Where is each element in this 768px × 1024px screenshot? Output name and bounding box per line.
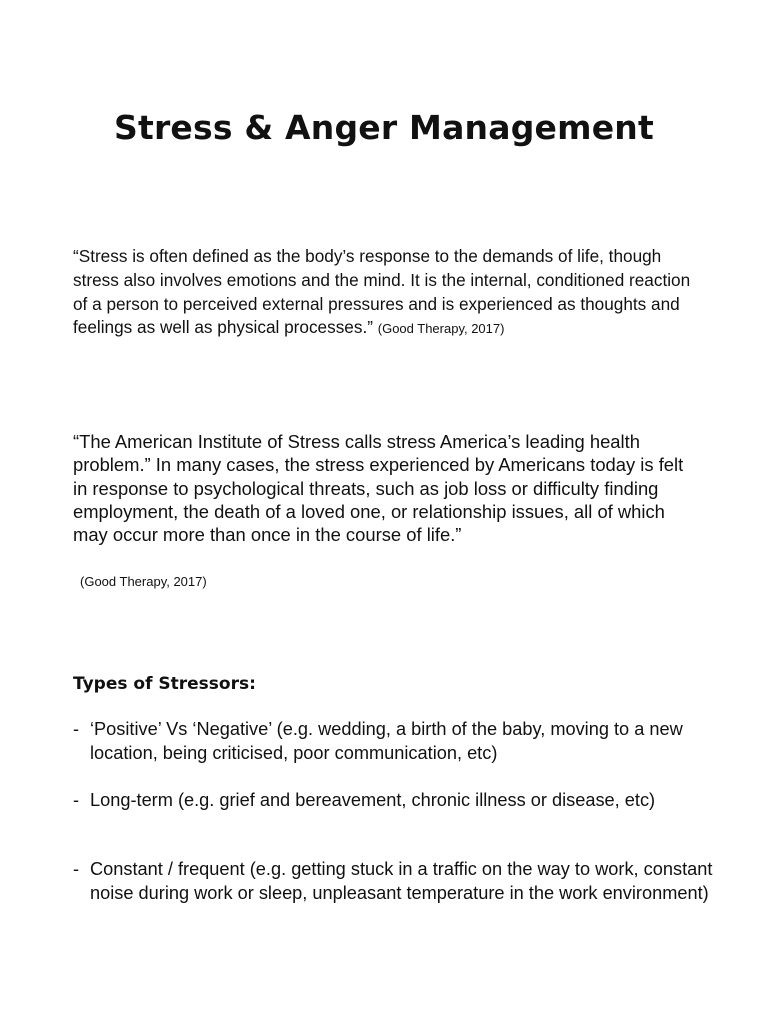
stressor-item-constant-frequent [73,858,713,905]
list-bullet: - [73,859,80,879]
stressor-text: Constant / frequent (e.g. getting stuck in a traffic on the way to work, constant noise during work or sleep, unpleasant temperature in the work environment) [90,859,713,903]
page-title: Stress & Anger Management [114,108,654,147]
quote-citation: (Good Therapy, 2017) [80,574,207,589]
stressor-text: ‘Positive’ Vs ‘Negative’ (e.g. wedding, a birth of the baby, moving to a new location, being criticised, poor communication, etc) [90,719,683,763]
quote-stress-definition [73,245,698,341]
list-bullet: - [73,719,80,739]
quote-american-institute: “The American Institute of Stress calls stress America’s leading health problem.” In many cases, the stress experienced by Americans today is felt in response to psychological threats, such as job loss or difficulty finding employment, the death of a loved one, or relationship issues, all of which may occur more than once in the course of life.” [73,431,684,546]
list-bullet: - [73,790,80,810]
quote-text: “Stress is often defined as the body’s response to the demands of life, though stress also involves emotions and the mind. It is the internal, conditioned reaction of a person to perceived external pressures and is experienced as thoughts and feelings as well as physical processes.” [73,246,691,338]
stressor-item-long-term [73,789,713,813]
quote-citation: (Good Therapy, 2017) [377,321,505,337]
stressors-heading: Types of Stressors: [73,674,256,694]
stressor-text: Long-term (e.g. grief and bereavement, chronic illness or disease, etc) [90,790,656,810]
stressor-item-positive-negative [73,718,713,765]
